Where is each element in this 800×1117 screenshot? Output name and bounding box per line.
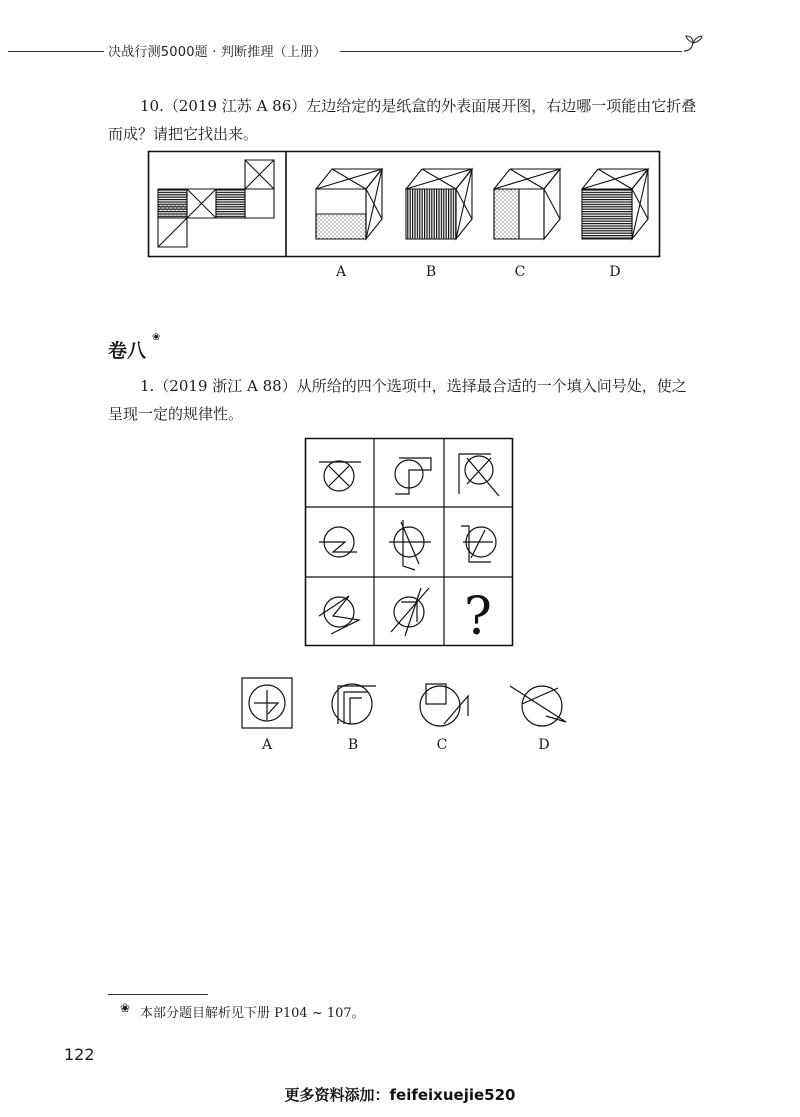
q1-option-d-figure bbox=[504, 676, 570, 732]
section-title: 卷八 bbox=[108, 340, 147, 362]
q10-option-label-d: D bbox=[609, 264, 621, 280]
footnote-text: 本部分题目解析见下册 P104 ~ 107。 bbox=[140, 1006, 365, 1021]
header-rule-right bbox=[340, 51, 682, 52]
q1-option-label-b: B bbox=[347, 737, 359, 753]
grid-cell-3-2 bbox=[391, 588, 429, 636]
watermark-text: 更多资料添加：feifeixuejie520 bbox=[284, 1086, 516, 1104]
question-mark: ? bbox=[464, 587, 492, 647]
grid-cell-1-1 bbox=[319, 461, 361, 491]
question-10-text: 10.（2019 江苏 A 86）左边给定的是纸盒的外表面展开图，右边哪一项能由它折叠而成？请把它找出来。 bbox=[108, 97, 697, 143]
q1-option-b-figure bbox=[324, 676, 380, 732]
grid-cell-2-3 bbox=[461, 526, 496, 562]
question-10-figure bbox=[148, 151, 660, 257]
cube-option-d bbox=[582, 169, 648, 239]
grid-cell-1-2 bbox=[395, 458, 431, 494]
cube-option-b bbox=[406, 169, 472, 239]
q1-option-label-d: D bbox=[538, 737, 550, 753]
q1-option-c-figure bbox=[414, 676, 472, 732]
q1-option-a-figure bbox=[240, 676, 294, 730]
footnote-rule bbox=[108, 994, 208, 995]
q10-option-label-a: A bbox=[335, 264, 347, 280]
grid-cell-2-1 bbox=[319, 527, 357, 557]
grid-cell-2-2 bbox=[389, 520, 431, 570]
page-number: 122 bbox=[64, 1045, 95, 1064]
cube-net bbox=[158, 160, 274, 247]
q10-option-label-b: B bbox=[425, 264, 437, 280]
flower-icon: ❀ bbox=[152, 332, 161, 343]
question-1-text: 1.（2019 浙江 A 88）从所给的四个选项中，选择最合适的一个填入问号处，使之呈现一定的规律性。 bbox=[108, 377, 687, 423]
question-1-grid bbox=[305, 438, 513, 646]
header-rule-left bbox=[8, 51, 104, 52]
cube-option-a bbox=[316, 169, 382, 239]
grid-cell-3-1 bbox=[319, 596, 359, 634]
q1-option-label-c: C bbox=[436, 737, 448, 753]
flower-icon: ❀ bbox=[120, 1001, 131, 1015]
grid-cell-1-3 bbox=[459, 454, 499, 496]
sprout-icon bbox=[680, 30, 706, 54]
q1-option-label-a: A bbox=[261, 737, 273, 753]
running-header: 决战行测5000题 · 判断推理（上册） bbox=[108, 45, 327, 60]
cube-option-c bbox=[494, 169, 560, 239]
q10-option-label-c: C bbox=[514, 264, 526, 280]
